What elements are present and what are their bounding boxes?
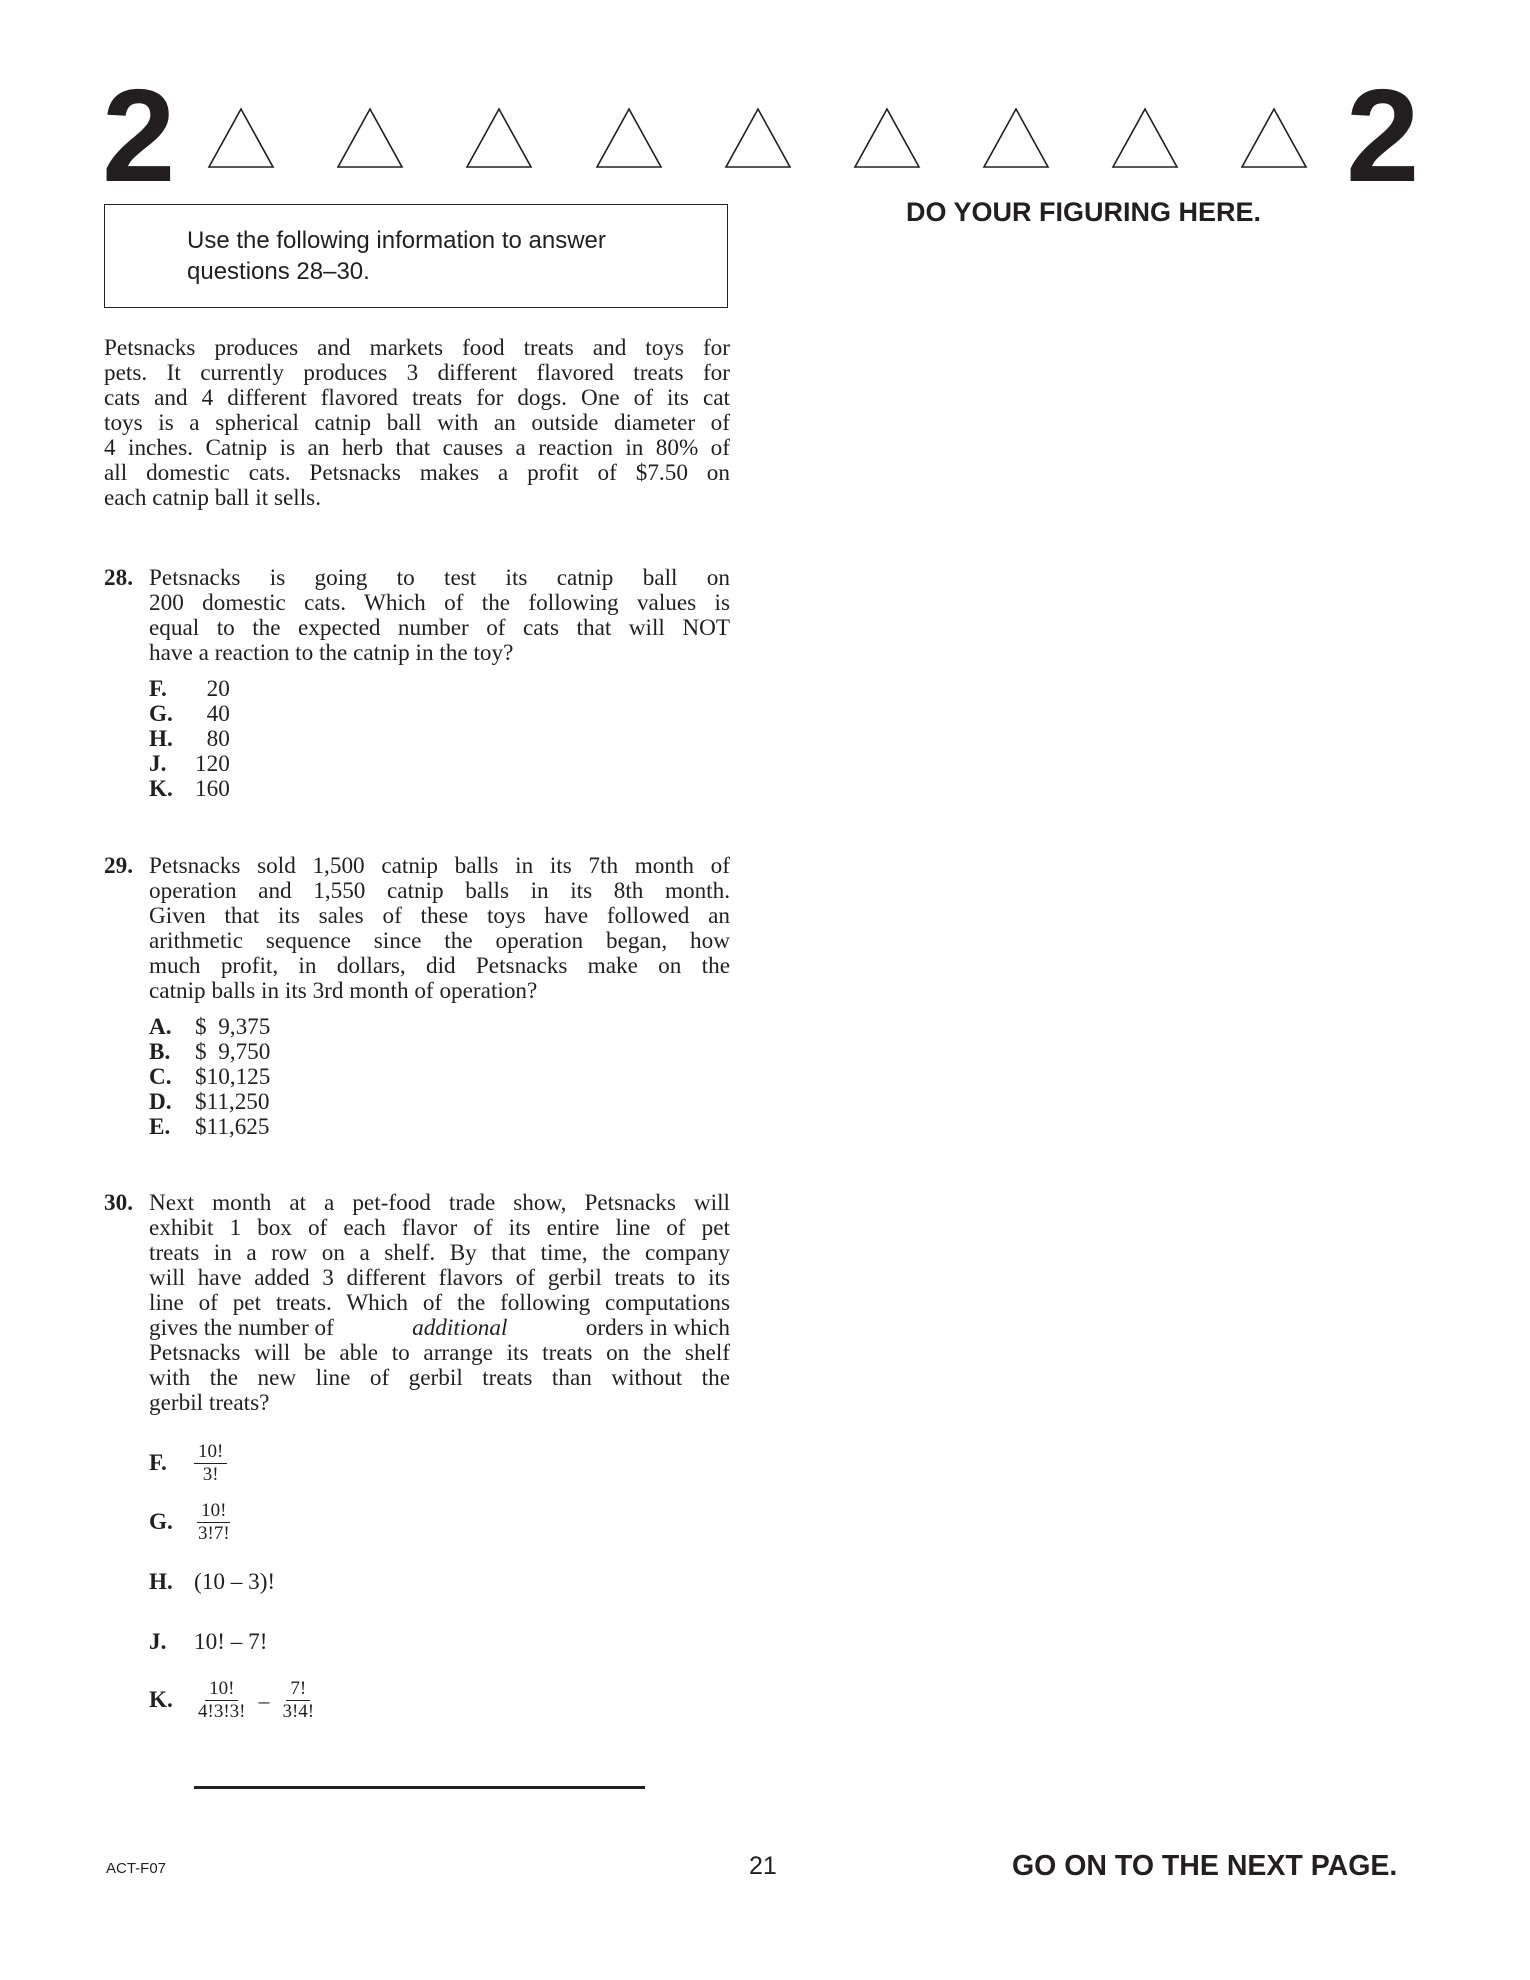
triangle-icon bbox=[852, 106, 922, 170]
numerator: 10! bbox=[205, 1678, 238, 1701]
question-line: gerbil treats? bbox=[149, 1390, 270, 1416]
question-number: 28. bbox=[104, 565, 133, 591]
question-line: equal to the expected number of cats that will NOT bbox=[149, 615, 730, 641]
triangle-icon bbox=[206, 106, 276, 170]
info-box-line: questions 28–30. bbox=[187, 258, 370, 285]
fraction bbox=[194, 1500, 234, 1545]
question-line: Next month at a pet-food trade show, Petsnacks will bbox=[149, 1190, 730, 1216]
question-line: Petsnacks is going to test its catnip ball on bbox=[149, 565, 730, 591]
numerator: 7! bbox=[286, 1678, 310, 1701]
question-line: treats in a row on a shelf. By that time, the company bbox=[149, 1240, 730, 1266]
answer-option-c[interactable] bbox=[149, 1065, 730, 1090]
section-number-right: 2 bbox=[1346, 62, 1420, 209]
option-letter: C. bbox=[149, 1064, 172, 1090]
option-value: $10,125 bbox=[195, 1064, 271, 1090]
question-line: exhibit 1 box of each flavor of its entire line of pet bbox=[149, 1215, 730, 1241]
option-value: 80 bbox=[195, 726, 230, 752]
passage-line: Petsnacks produces and markets food treats and toys for bbox=[104, 335, 730, 361]
question-line: with the new line of gerbil treats than without the bbox=[149, 1365, 730, 1391]
question-line: Given that its sales of these toys have followed an bbox=[149, 903, 730, 929]
answer-option-h[interactable] bbox=[149, 1569, 275, 1596]
question-line: Petsnacks sold 1,500 catnip balls in its 7th month of bbox=[149, 853, 730, 879]
info-box-line: Use the following information to answer bbox=[187, 227, 606, 254]
option-letter: A. bbox=[149, 1014, 172, 1040]
question-number: 29. bbox=[104, 853, 133, 879]
triangle-icon bbox=[335, 106, 405, 170]
answer-option-g[interactable] bbox=[149, 702, 730, 727]
option-letter: G. bbox=[149, 1509, 173, 1535]
answer-options bbox=[149, 677, 730, 802]
answer-option-j[interactable] bbox=[149, 752, 730, 777]
question-text bbox=[149, 566, 730, 666]
form-code: ACT-F07 bbox=[106, 1860, 167, 1877]
option-value: $ 9,750 bbox=[195, 1039, 271, 1065]
question-line: line of pet treats. Which of the following computations bbox=[149, 1290, 730, 1316]
fraction bbox=[194, 1678, 249, 1723]
fraction bbox=[194, 1441, 227, 1486]
option-letter: J. bbox=[149, 1629, 167, 1655]
emphasis-word: additional bbox=[412, 1315, 508, 1341]
question-line: arithmetic sequence since the operation began, how bbox=[149, 928, 730, 954]
triangle-icon bbox=[723, 106, 793, 170]
numerator: 10! bbox=[194, 1441, 227, 1464]
option-letter: B. bbox=[149, 1039, 171, 1065]
denominator: 4!3!3! bbox=[198, 1701, 246, 1722]
option-expression: (10 – 3)! bbox=[194, 1569, 276, 1595]
option-value: $11,250 bbox=[195, 1089, 270, 1115]
answer-option-h[interactable] bbox=[149, 727, 730, 752]
option-letter: H. bbox=[149, 1569, 173, 1595]
answer-option-d[interactable] bbox=[149, 1090, 730, 1115]
denominator: 3!7! bbox=[198, 1523, 230, 1544]
passage-line: pets. It currently produces 3 different flavored treats for bbox=[104, 360, 730, 386]
question-30 bbox=[104, 1191, 730, 1416]
passage-line: 4 inches. Catnip is an herb that causes a reaction in 80% of bbox=[104, 435, 730, 461]
passage-line: each catnip ball it sells. bbox=[104, 485, 321, 511]
info-box bbox=[104, 204, 728, 308]
answer-option-k[interactable] bbox=[149, 777, 730, 802]
numerator: 10! bbox=[197, 1500, 230, 1523]
answer-option-k[interactable] bbox=[149, 1678, 318, 1723]
denominator: 3!4! bbox=[282, 1701, 315, 1722]
option-value: 40 bbox=[195, 701, 230, 727]
question-29 bbox=[104, 854, 730, 1140]
question-line: have a reaction to the catnip in the toy? bbox=[149, 640, 514, 666]
answer-option-e[interactable] bbox=[149, 1115, 730, 1140]
question-line-part: gives the number of bbox=[149, 1315, 334, 1341]
passage-line: toys is a spherical catnip ball with an outside diameter of bbox=[104, 410, 730, 436]
question-line: operation and 1,550 catnip balls in its 8th month. bbox=[149, 878, 730, 904]
option-expression: 10! – 7! bbox=[194, 1629, 268, 1655]
passage-line: all domestic cats. Petsnacks makes a profit of $7.50 on bbox=[104, 460, 730, 486]
end-of-questions-rule bbox=[194, 1786, 645, 1789]
option-value: 20 bbox=[195, 676, 230, 702]
option-letter: E. bbox=[149, 1114, 171, 1140]
answer-options bbox=[149, 1015, 730, 1140]
question-28 bbox=[104, 566, 730, 802]
option-value: $ 9,375 bbox=[195, 1014, 271, 1040]
answer-option-f[interactable] bbox=[149, 1441, 227, 1486]
answer-option-j[interactable] bbox=[149, 1629, 267, 1656]
triangle-icon bbox=[1110, 106, 1180, 170]
passage bbox=[104, 336, 730, 511]
answer-option-g[interactable] bbox=[149, 1500, 234, 1545]
passage-line: cats and 4 different flavored treats for dogs. One of its cat bbox=[104, 385, 730, 411]
triangle-icon bbox=[1239, 106, 1309, 170]
answer-option-a[interactable] bbox=[149, 1015, 730, 1040]
option-letter: J. bbox=[149, 751, 167, 777]
option-letter: H. bbox=[149, 726, 173, 752]
option-letter: K. bbox=[149, 1687, 173, 1713]
question-text bbox=[149, 1191, 730, 1416]
section-number-left: 2 bbox=[102, 62, 176, 209]
option-value: 160 bbox=[195, 776, 230, 802]
question-line-part: orders in which bbox=[585, 1315, 730, 1341]
option-letter: F. bbox=[149, 676, 167, 702]
answer-option-f[interactable] bbox=[149, 677, 730, 702]
option-value: $11,625 bbox=[195, 1114, 270, 1140]
option-letter: G. bbox=[149, 701, 173, 727]
option-letter: D. bbox=[149, 1089, 172, 1115]
triangle-icon bbox=[594, 106, 664, 170]
question-text bbox=[149, 854, 730, 1004]
next-page-notice: GO ON TO THE NEXT PAGE. bbox=[1012, 1850, 1398, 1882]
option-letter: F. bbox=[149, 1450, 167, 1476]
option-letter: K. bbox=[149, 776, 173, 802]
triangle-icon bbox=[981, 106, 1051, 170]
answer-option-b[interactable] bbox=[149, 1040, 730, 1065]
figuring-label: DO YOUR FIGURING HERE. bbox=[906, 197, 1262, 227]
option-value: 120 bbox=[195, 751, 230, 777]
triangle-icon bbox=[464, 106, 534, 170]
question-line: much profit, in dollars, did Petsnacks make on the bbox=[149, 953, 730, 979]
question-number: 30. bbox=[104, 1190, 133, 1216]
question-line: 200 domestic cats. Which of the following values is bbox=[149, 590, 730, 616]
fraction bbox=[278, 1678, 318, 1723]
question-line: will have added 3 different flavors of gerbil treats to its bbox=[149, 1265, 730, 1291]
denominator: 3! bbox=[202, 1464, 219, 1485]
question-line: catnip balls in its 3rd month of operation? bbox=[149, 978, 538, 1004]
question-line: Petsnacks will be able to arrange its treats on the shelf bbox=[149, 1340, 730, 1366]
question-line bbox=[149, 1316, 730, 1341]
minus-sign: – bbox=[258, 1687, 270, 1713]
page-number: 21 bbox=[749, 1852, 777, 1880]
